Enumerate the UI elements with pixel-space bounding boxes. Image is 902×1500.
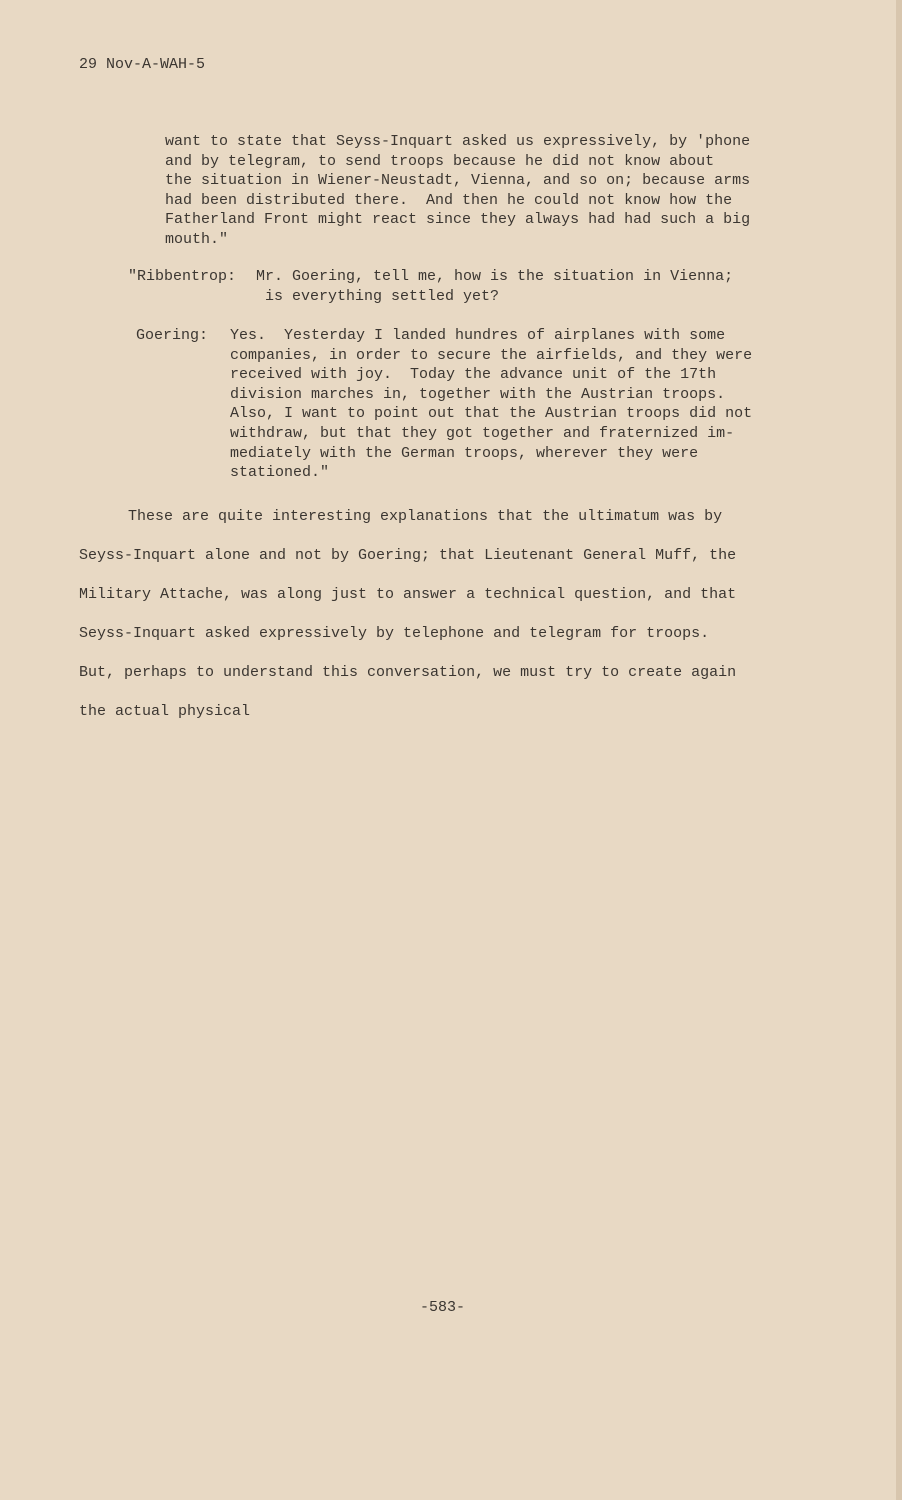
- quoted-statement: [165, 132, 805, 250]
- quote-line: the situation in Wiener-Neustadt, Vienna, and so on; because arms: [165, 172, 751, 190]
- paragraph-line: the actual physical: [79, 703, 251, 720]
- quote-line: Fatherland Front might react since they always had had such a big: [165, 211, 751, 229]
- paragraph-line: Seyss-Inquart alone and not by Goering; that Lieutenant General Muff, the: [79, 547, 737, 564]
- page-header-reference: 29 Nov-A-WAH-5: [79, 56, 206, 73]
- dialogue-ribbentrop: [128, 267, 831, 306]
- dialogue-line: stationed.": [230, 464, 330, 482]
- speaker-text: [230, 326, 805, 483]
- quote-line: had been distributed there. And then he could not know how the: [165, 191, 733, 209]
- dialogue-line: division marches in, together with the Austrian troops.: [230, 385, 726, 403]
- dialogue-line: is everything settled yet?: [256, 287, 500, 305]
- quote-line: and by telegram, to send troops because he did not know about: [165, 152, 715, 170]
- dialogue-line: Mr. Goering, tell me, how is the situation in Vienna;: [256, 268, 734, 285]
- paragraph-line: Military Attache, was along just to answer a technical question, and that: [79, 586, 737, 603]
- quote-line: mouth.": [165, 230, 229, 248]
- dialogue-line: Yes. Yesterday I landed hundres of airplanes with some: [230, 327, 726, 344]
- page-edge: [896, 0, 902, 1500]
- speaker-name: "Ribbentrop:: [128, 268, 237, 285]
- dialogue-line: withdraw, but that they got together and fraternized im-: [230, 424, 735, 442]
- page-number: -583-: [420, 1299, 466, 1316]
- paragraph-line: These are quite interesting explanations that the ultimatum was by: [128, 508, 723, 525]
- paragraph-line: But, perhaps to understand this conversation, we must try to create again: [79, 664, 737, 681]
- speaker-name: Goering:: [136, 327, 209, 344]
- paragraph-line: Seyss-Inquart asked expressively by telephone and telegram for troops.: [79, 625, 710, 642]
- body-paragraph: [79, 497, 819, 731]
- speaker-text: [256, 267, 831, 306]
- dialogue-line: companies, in order to secure the airfields, and they were: [230, 346, 753, 364]
- quote-line: want to state that Seyss-Inquart asked us expressively, by 'phone: [165, 133, 751, 150]
- dialogue-line: mediately with the German troops, wherever they were: [230, 444, 699, 462]
- dialogue-line: received with joy. Today the advance unit of the 17th: [230, 366, 717, 384]
- dialogue-goering: [136, 326, 805, 483]
- dialogue-line: Also, I want to point out that the Austrian troops did not: [230, 405, 753, 423]
